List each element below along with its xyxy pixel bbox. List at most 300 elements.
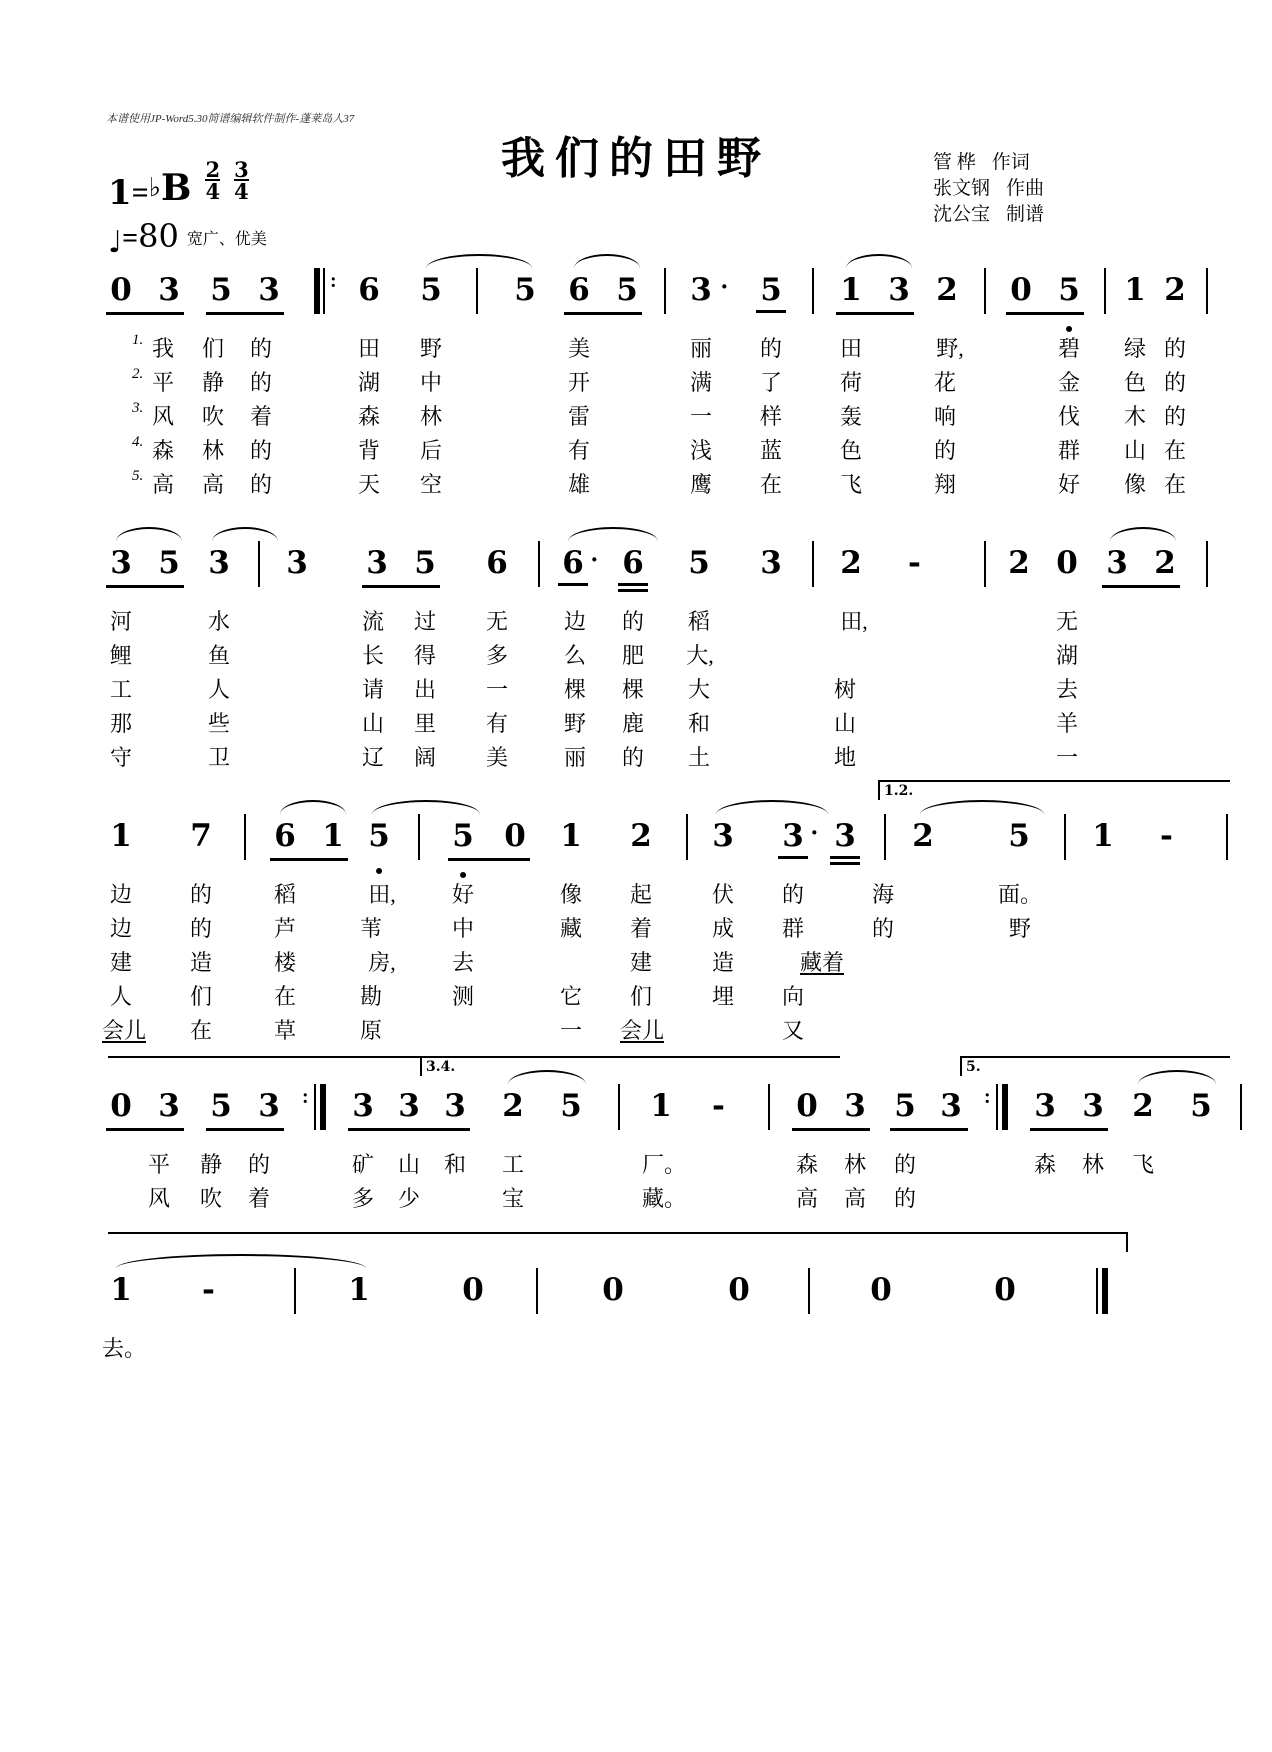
slur bbox=[116, 1254, 366, 1269]
lyric: 的 bbox=[249, 438, 272, 463]
lyric: 山 bbox=[833, 711, 856, 736]
repeat-start-barline bbox=[314, 268, 340, 314]
volta-bracket-final bbox=[108, 1232, 1128, 1254]
lyric: 在 bbox=[1163, 472, 1186, 497]
lyric: 田, bbox=[368, 882, 396, 907]
lyric: 雷 bbox=[567, 404, 590, 429]
lyric: 样 bbox=[759, 404, 782, 429]
note: 5 bbox=[158, 545, 180, 581]
credits-block bbox=[933, 150, 1044, 228]
barline bbox=[808, 1268, 810, 1314]
tempo-bpm: 80 bbox=[138, 217, 179, 255]
barline bbox=[768, 1084, 770, 1130]
note: 5 • bbox=[450, 818, 476, 854]
note: 6 bbox=[274, 818, 296, 854]
lyric: 荷 bbox=[839, 370, 862, 395]
note-extension-dash: - bbox=[712, 1088, 725, 1124]
note: 6 bbox=[358, 272, 380, 308]
slur bbox=[1110, 527, 1176, 542]
repeat-dots: : bbox=[984, 1086, 991, 1108]
lyrics-block-1 bbox=[108, 332, 1186, 512]
lyric: 的 bbox=[871, 916, 894, 941]
lyric: 得 bbox=[413, 643, 436, 668]
lyric: 林 bbox=[843, 1152, 866, 1177]
lyricist-role: 作词 bbox=[991, 152, 1030, 173]
note: 2 bbox=[912, 818, 934, 854]
barline bbox=[294, 1268, 296, 1314]
lyric: 的 bbox=[933, 438, 956, 463]
lyric: 的 bbox=[759, 336, 782, 361]
note: 2 bbox=[1164, 272, 1186, 308]
lyric: 有 bbox=[485, 711, 508, 736]
lyric: 海 bbox=[871, 882, 894, 907]
note: 0 bbox=[796, 1088, 818, 1124]
lyric: 苇 bbox=[359, 916, 382, 941]
lyric: 碧 bbox=[1057, 336, 1080, 361]
volta-line bbox=[960, 1056, 1230, 1058]
lyric: 绿 bbox=[1123, 336, 1146, 361]
lyric: 风 bbox=[151, 404, 174, 429]
lyric: 丽 bbox=[689, 336, 712, 361]
music-system-2 bbox=[108, 545, 1176, 785]
lyric: 野 bbox=[419, 336, 442, 361]
note: 1 bbox=[1124, 272, 1146, 308]
note: 3 bbox=[286, 545, 308, 581]
lyric: 鱼 bbox=[207, 643, 230, 668]
note: 1 bbox=[650, 1088, 672, 1124]
music-system-4 bbox=[108, 1059, 1212, 1248]
note: 0 bbox=[110, 272, 132, 308]
lyric: 的 bbox=[249, 336, 272, 361]
note: 5 • bbox=[366, 818, 392, 854]
note: 7 bbox=[190, 818, 212, 854]
repeat-dots: : bbox=[330, 270, 337, 292]
lyric: 野, bbox=[936, 336, 964, 361]
lyric: 吹 bbox=[199, 1186, 222, 1211]
lyric: 原 bbox=[359, 1018, 382, 1043]
lyric: 飞 bbox=[839, 472, 862, 497]
note: 3 bbox=[888, 272, 910, 308]
note: 0 bbox=[1056, 545, 1078, 581]
lyric: 的 bbox=[249, 472, 272, 497]
note: 3 bbox=[208, 545, 230, 581]
lyric: 一 bbox=[485, 677, 508, 702]
slur bbox=[116, 527, 182, 542]
note: 3 bbox=[780, 818, 806, 854]
lyric: 的 bbox=[1163, 404, 1186, 429]
mood-marking: 宽广、优美 bbox=[186, 231, 267, 248]
final-barline bbox=[1096, 1268, 1110, 1314]
lyric: 空 bbox=[419, 472, 442, 497]
lyric: 人 bbox=[109, 984, 132, 1009]
lyric: 野 bbox=[563, 711, 586, 736]
note: 5 bbox=[1008, 818, 1030, 854]
lyric: 请 bbox=[361, 677, 384, 702]
lyric: 在 bbox=[759, 472, 782, 497]
note: 1 bbox=[110, 818, 132, 854]
note: 3 bbox=[258, 1088, 280, 1124]
time-num: 2 bbox=[205, 157, 221, 182]
note: 3 bbox=[352, 1088, 374, 1124]
lyric: 森 bbox=[1033, 1152, 1056, 1177]
note: 1 bbox=[322, 818, 344, 854]
note: 1 bbox=[348, 1272, 370, 1308]
barline bbox=[1226, 814, 1228, 860]
lyric: 一 bbox=[559, 1018, 582, 1043]
note: 3 bbox=[1106, 545, 1128, 581]
verse-number: 4. bbox=[132, 434, 144, 450]
note: 5 bbox=[560, 1088, 582, 1124]
lyric: 满 bbox=[689, 370, 712, 395]
lyric: 林 bbox=[419, 404, 442, 429]
note: 3 bbox=[940, 1088, 962, 1124]
lyric: 了 bbox=[759, 370, 782, 395]
note: 3 bbox=[158, 1088, 180, 1124]
key-tempo-block bbox=[108, 157, 267, 260]
note: 3 bbox=[366, 545, 388, 581]
lyric: 无 bbox=[485, 609, 508, 634]
lyric: 在 bbox=[1163, 438, 1186, 463]
barline bbox=[1206, 541, 1208, 587]
lyric: 森 bbox=[795, 1152, 818, 1177]
lyric: 林 bbox=[201, 438, 224, 463]
note: 3 bbox=[110, 545, 132, 581]
note: 1 bbox=[1092, 818, 1114, 854]
music-system-1 bbox=[108, 270, 1186, 512]
lyric: 多 bbox=[485, 643, 508, 668]
augmentation-dot: · bbox=[590, 545, 599, 574]
lyric: 出 bbox=[413, 677, 436, 702]
lyric: 房, bbox=[368, 950, 396, 975]
time-den: 4 bbox=[205, 179, 221, 204]
composer-name: 张文钢 bbox=[932, 178, 990, 199]
lyric: 的 bbox=[893, 1152, 916, 1177]
beam bbox=[206, 1128, 284, 1131]
engraver-name: 沈公宝 bbox=[932, 204, 990, 225]
lyric: 些 bbox=[207, 711, 230, 736]
note: 3 bbox=[1034, 1088, 1056, 1124]
slur bbox=[568, 527, 658, 542]
lyric: 造 bbox=[189, 950, 212, 975]
barline bbox=[1240, 1084, 1242, 1130]
slur bbox=[846, 254, 912, 269]
lyric: 的 bbox=[781, 882, 804, 907]
lyric: 无 bbox=[1055, 609, 1078, 634]
note: 5 bbox=[420, 272, 442, 308]
barline bbox=[618, 1084, 620, 1130]
barline bbox=[812, 541, 814, 587]
quarter-note-icon: ♩ bbox=[108, 225, 123, 260]
lyric: 藏着 bbox=[799, 950, 844, 975]
repeat-dots: : bbox=[302, 1086, 309, 1108]
note-row-5 bbox=[108, 1272, 1168, 1326]
lyric: 吹 bbox=[201, 404, 224, 429]
lyric: 去 bbox=[1055, 677, 1078, 702]
lyric: 那 bbox=[109, 711, 132, 736]
note: 5 bbox=[894, 1088, 916, 1124]
slur bbox=[212, 527, 278, 542]
lyric: 楼 bbox=[273, 950, 296, 975]
lyric: 辽 bbox=[361, 745, 384, 770]
lyric: 们 bbox=[201, 336, 224, 361]
barline bbox=[984, 541, 986, 587]
lyric: 翔 bbox=[933, 472, 956, 497]
lyric: 浅 bbox=[689, 438, 712, 463]
note: 5 bbox=[1190, 1088, 1212, 1124]
barline bbox=[812, 268, 814, 314]
note: 2 bbox=[630, 818, 652, 854]
lyric: 丽 bbox=[563, 745, 586, 770]
note: 5 bbox=[758, 272, 784, 308]
lyric: 工 bbox=[109, 677, 132, 702]
lyric: 又 bbox=[781, 1018, 804, 1043]
lyric: 背 bbox=[357, 438, 380, 463]
note: 0 bbox=[994, 1272, 1016, 1308]
lyric: 工 bbox=[501, 1152, 524, 1177]
note: 5 bbox=[210, 272, 232, 308]
note: 3 bbox=[760, 545, 782, 581]
lyric: 羊 bbox=[1055, 711, 1078, 736]
lyric: 向 bbox=[781, 984, 804, 1009]
note: 0 bbox=[110, 1088, 132, 1124]
note: 2 bbox=[1132, 1088, 1154, 1124]
note: 5 bbox=[414, 545, 436, 581]
lyric: 草 bbox=[273, 1018, 296, 1043]
lyric: 山 bbox=[1123, 438, 1146, 463]
note: 0 bbox=[728, 1272, 750, 1308]
slur bbox=[574, 254, 640, 269]
lyric: 轰 bbox=[839, 404, 862, 429]
lyric: 平 bbox=[151, 370, 174, 395]
barline bbox=[536, 1268, 538, 1314]
augmentation-dot: · bbox=[810, 818, 819, 847]
note: 3 bbox=[258, 272, 280, 308]
lyric: 埋 bbox=[711, 984, 734, 1009]
lyric: 一 bbox=[689, 404, 712, 429]
note-row-2 bbox=[108, 545, 1176, 599]
slur bbox=[372, 800, 480, 815]
lyric: 成 bbox=[711, 916, 734, 941]
verse-number: 1. bbox=[132, 332, 144, 348]
beam bbox=[564, 312, 642, 315]
note-extension-dash: - bbox=[1160, 818, 1173, 854]
lyric: 我 bbox=[151, 336, 174, 361]
time-num: 3 bbox=[234, 157, 249, 182]
volta-line bbox=[108, 1056, 420, 1058]
lyricist-name: 管 桦 bbox=[932, 152, 976, 173]
barline bbox=[258, 541, 260, 587]
lyric: 和 bbox=[687, 711, 710, 736]
lyric: 阔 bbox=[413, 745, 436, 770]
slur bbox=[716, 800, 828, 815]
barline bbox=[1206, 268, 1208, 314]
tempo-equals: = bbox=[122, 223, 139, 254]
volta-line bbox=[420, 1056, 840, 1058]
lyric: 们 bbox=[629, 984, 652, 1009]
lyric: 金 bbox=[1057, 370, 1080, 395]
note-row-1 bbox=[108, 270, 1186, 326]
note: 2 bbox=[936, 272, 958, 308]
note: 6 bbox=[568, 272, 590, 308]
note: 3 bbox=[398, 1088, 420, 1124]
key-do-number: 1 bbox=[108, 173, 132, 213]
note: 6 bbox=[560, 545, 586, 581]
lyric: 中 bbox=[451, 916, 474, 941]
barline bbox=[418, 814, 420, 860]
beam bbox=[362, 585, 440, 588]
lyric: 面。 bbox=[997, 882, 1042, 907]
lyric: 田 bbox=[357, 336, 380, 361]
note: 3 bbox=[712, 818, 734, 854]
lyric: 的 bbox=[1163, 336, 1186, 361]
volta-leg-left bbox=[960, 1056, 962, 1076]
lyric: 它 bbox=[559, 984, 582, 1009]
lyric: 大 bbox=[687, 677, 710, 702]
beam bbox=[448, 858, 530, 861]
barline bbox=[538, 541, 540, 587]
verse-number: 3. bbox=[132, 400, 144, 416]
engraver-role: 制谱 bbox=[1005, 204, 1044, 225]
note: 5 • bbox=[1056, 272, 1082, 308]
lyric: 像 bbox=[1123, 472, 1146, 497]
lyric: 像 bbox=[559, 882, 582, 907]
lyric: 田, bbox=[840, 609, 868, 634]
lyric: 的 bbox=[893, 1186, 916, 1211]
lyric: 森 bbox=[357, 404, 380, 429]
lyric: 边 bbox=[109, 916, 132, 941]
lyric: 色 bbox=[839, 438, 862, 463]
lyric: 静 bbox=[199, 1152, 222, 1177]
lyric: 流 bbox=[361, 609, 384, 634]
lyric: 好 bbox=[451, 882, 474, 907]
lyric: 长 bbox=[361, 643, 384, 668]
lyric: 去。 bbox=[101, 1336, 146, 1361]
lyric: 山 bbox=[397, 1152, 420, 1177]
lyric: 人 bbox=[207, 677, 230, 702]
lyric: 森 bbox=[151, 438, 174, 463]
lyric: 测 bbox=[451, 984, 474, 1009]
note: 0 bbox=[870, 1272, 892, 1308]
lyric: 鲤 bbox=[109, 643, 132, 668]
barline bbox=[884, 814, 886, 860]
lyric: 藏。 bbox=[641, 1186, 686, 1211]
lyric: 棵 bbox=[621, 677, 644, 702]
note-extension-dash: - bbox=[202, 1272, 215, 1308]
key-letter: B bbox=[161, 167, 192, 209]
lyric: 多 bbox=[351, 1186, 374, 1211]
note: 3 bbox=[844, 1088, 866, 1124]
barline bbox=[1104, 268, 1106, 314]
lyric: 树 bbox=[833, 677, 856, 702]
volta-line bbox=[108, 1232, 1128, 1234]
lyric: 湖 bbox=[1055, 643, 1078, 668]
lyric: 天 bbox=[357, 472, 380, 497]
volta-leg-left bbox=[878, 780, 880, 800]
beam bbox=[348, 1128, 470, 1131]
lyric: 土 bbox=[687, 745, 710, 770]
key-equals: = bbox=[131, 176, 149, 209]
note: 2 bbox=[1154, 545, 1176, 581]
barline bbox=[244, 814, 246, 860]
lyric: 群 bbox=[781, 916, 804, 941]
composer-role: 作曲 bbox=[1005, 178, 1044, 199]
volta-bracket-continuation bbox=[108, 1056, 420, 1078]
flat-icon: ♭ bbox=[148, 173, 162, 203]
lyric: 花 bbox=[933, 370, 956, 395]
barline bbox=[686, 814, 688, 860]
lyric: 蓝 bbox=[759, 438, 782, 463]
lyric: 木 bbox=[1123, 404, 1146, 429]
note: 0 bbox=[462, 1272, 484, 1308]
volta-leg-right bbox=[1126, 1232, 1128, 1252]
volta-label: 1.2. bbox=[884, 783, 914, 799]
key-signature-row bbox=[108, 157, 267, 213]
volta-leg-left bbox=[420, 1056, 422, 1076]
note: 3 bbox=[832, 818, 858, 854]
lyric: 响 bbox=[933, 404, 956, 429]
beam bbox=[792, 1128, 870, 1131]
note: 5 bbox=[688, 545, 710, 581]
note: 0 bbox=[602, 1272, 624, 1308]
barline bbox=[984, 268, 986, 314]
lyric: 雄 bbox=[567, 472, 590, 497]
lyric: 建 bbox=[629, 950, 652, 975]
lyric: 勘 bbox=[359, 984, 382, 1009]
lyric: 有 bbox=[567, 438, 590, 463]
note: 1 bbox=[110, 1272, 132, 1308]
lyric: 着 bbox=[629, 916, 652, 941]
lyric: 在 bbox=[189, 1018, 212, 1043]
credit-composer bbox=[933, 176, 1044, 202]
beam bbox=[270, 858, 348, 861]
slur bbox=[426, 254, 532, 269]
barline bbox=[1064, 814, 1066, 860]
note: 2 bbox=[840, 545, 862, 581]
lyric: 野 bbox=[1008, 916, 1031, 941]
time-den: 4 bbox=[234, 179, 249, 204]
lyric: 后 bbox=[419, 438, 442, 463]
music-system-3 bbox=[101, 783, 1173, 1058]
lyric: 少 bbox=[397, 1186, 420, 1211]
lyric: 田 bbox=[839, 336, 862, 361]
note: 6 bbox=[486, 545, 508, 581]
lyric: 湖 bbox=[357, 370, 380, 395]
watermark-text: 本谱使用JP-Word5.30简谱编辑软件制作-蓬莱岛人37 bbox=[106, 113, 355, 125]
lyric: 高 bbox=[843, 1186, 866, 1211]
volta-line bbox=[878, 780, 1230, 782]
lyric: 伐 bbox=[1057, 404, 1080, 429]
lyric: 的 bbox=[1163, 370, 1186, 395]
lyric: 会儿 bbox=[101, 1018, 146, 1043]
lyric: 造 bbox=[711, 950, 734, 975]
lyric: 鹰 bbox=[689, 472, 712, 497]
music-system-5 bbox=[101, 1272, 1168, 1376]
lyric: 高 bbox=[201, 472, 224, 497]
lyric: 的 bbox=[249, 370, 272, 395]
lyric: 群 bbox=[1057, 438, 1080, 463]
lyric: 中 bbox=[419, 370, 442, 395]
beam bbox=[890, 1128, 968, 1131]
lyric: 地 bbox=[833, 745, 856, 770]
lyric: 过 bbox=[413, 609, 436, 634]
lyrics-block-3 bbox=[101, 878, 1168, 1058]
volta-bracket-1-2 bbox=[878, 780, 1230, 802]
note: 5 bbox=[514, 272, 536, 308]
lyric: 矿 bbox=[351, 1152, 374, 1177]
lyric: 好 bbox=[1057, 472, 1080, 497]
note: 5 bbox=[616, 272, 638, 308]
time-signature-3-4 bbox=[234, 157, 249, 204]
